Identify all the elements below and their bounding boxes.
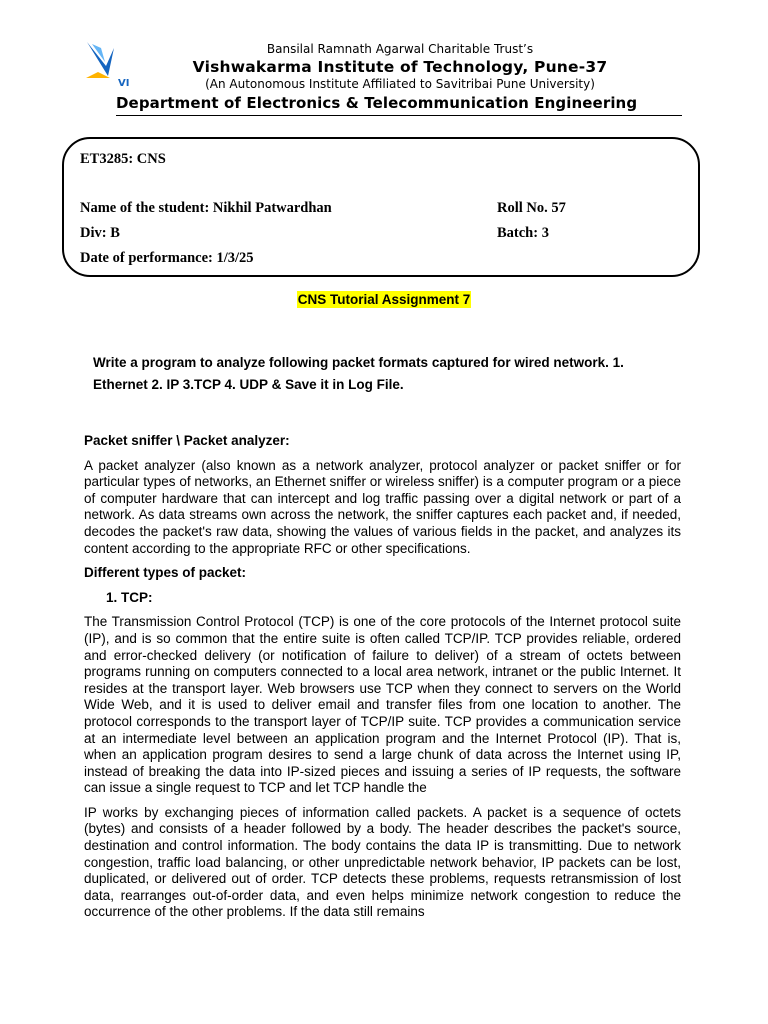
- department-name: Department of Electronics & Telecommunication Engineering: [116, 94, 682, 116]
- affiliation: (An Autonomous Institute Affiliated to Savitribai Pune University): [205, 77, 595, 91]
- institute-name: Vishwakarma Institute of Technology, Pune-37: [192, 58, 608, 76]
- student-info-box: [62, 137, 700, 277]
- aim-statement: Write a program to analyze following packet formats captured for wired network. 1. Ethernet 2. IP 3.TCP 4. UDP & Save it in Log File.: [93, 355, 624, 392]
- trust-name: Bansilal Ramnath Agarwal Charitable Trust’s: [266, 42, 534, 56]
- packet-types-heading: Different types of packet:: [84, 565, 247, 581]
- sniffer-heading: Packet sniffer \ Packet analyzer:: [84, 433, 290, 448]
- tcp-paragraph: The Transmission Control Protocol (TCP) is one of the core protocols of the Internet protocol suite (IP), and is so common that the entire suite is often called TCP/IP. TCP provides reliable, ordered and error-checked delivery (or notification of failure to deliver) of a stream of octets between programs running on computers connected to a local area network, intranet or the public Internet. It resides at the transport layer. Web browsers use TCP when they connect to servers on the World Wide Web, and it is used to deliver email and transfer files from one location to another. The protocol corresponds to the transport layer of TCP/IP suite. TCP provides a communication service at an intermediate level between an application program and the Internet Protocol (IP). That is, when an application program desires to send a large chunk of data across the Internet using IP, instead of breaking the data into IP-sized pieces and issuing a series of IP requests, the software can issue a single request to TCP and let TCP handle the: [84, 614, 681, 796]
- batch: Batch: 3: [497, 225, 549, 241]
- performance-date: Date of performance: 1/3/25: [80, 250, 254, 266]
- course-code: ET3285: CNS: [80, 151, 166, 167]
- assignment-title: [0, 292, 768, 307]
- document-header: [140, 42, 660, 92]
- sniffer-paragraph: A packet analyzer (also known as a network analyzer, protocol analyzer or packet sniffer or for particular types of networks, an Ethernet sniffer or wireless sniffer) is a computer program or a piece of computer hardware that can intercept and log traffic passing over a digital network or part of a network. As data streams own across the network, the sniffer captures each packet and, if needed, decodes the packet's raw data, showing the values of various fields in the packet, and analyzes its content according to the appropriate RFC or other specifications.: [84, 457, 681, 556]
- institute-logo: [84, 40, 132, 88]
- ip-paragraph: IP works by exchanging pieces of information called packets. A packet is a sequence of octets (bytes) and consists of a header followed by a body. The header describes the packet's source, destination and control information. The body contains the data IP is transmitting. Due to network congestion, traffic load balancing, or other unpredictable network behavior, IP packets can be lost, duplicated, or delivered out of order. TCP detects these problems, requests retransmission of lost data, rearranges out-of-order data, and even helps minimize network congestion to reduce the occurrence of the other problems. If the data still remains: [84, 804, 681, 920]
- logo-text: VI: [118, 78, 130, 88]
- assignment-title-text: CNS Tutorial Assignment 7: [297, 292, 471, 307]
- division: Div: B: [80, 225, 120, 241]
- student-name: Name of the student: Nikhil Patwardhan: [80, 200, 332, 216]
- document-body: [84, 433, 681, 929]
- tcp-heading: 1. TCP:: [106, 589, 153, 605]
- roll-number: Roll No. 57: [497, 200, 566, 216]
